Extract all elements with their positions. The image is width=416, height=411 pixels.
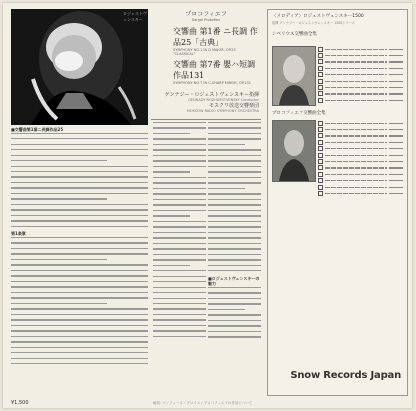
sibelius-portrait-image <box>273 47 315 105</box>
liner-line <box>11 264 148 265</box>
liner-line <box>11 281 148 282</box>
catalog-code <box>389 142 403 143</box>
work-title-2-en: SYMPHONY NO.7 IN C-SHARP MINOR, OP.131 <box>173 81 251 85</box>
liner-line <box>11 237 148 238</box>
orchestra-name-en: MOSCOW RADIO SYMPHONY ORCHESTRA <box>186 109 259 113</box>
liner-line <box>153 144 206 145</box>
liner-line <box>153 314 206 315</box>
checkbox-icon <box>318 47 323 52</box>
liner-line <box>11 325 148 326</box>
catalogue-section-prokofiev: プロコフィエフ交響曲全集 <box>272 111 326 116</box>
liner-line <box>11 363 148 364</box>
catalog-code <box>389 100 403 101</box>
track-line <box>325 55 387 56</box>
track-line <box>325 74 387 75</box>
liner-line <box>11 314 148 315</box>
liner-line <box>11 144 148 145</box>
liner-line <box>208 171 261 172</box>
checkbox-icon <box>318 146 323 151</box>
liner-line <box>153 330 206 331</box>
liner-line <box>153 259 206 260</box>
track-line <box>325 142 387 143</box>
checkbox-icon <box>318 172 323 177</box>
track-line <box>325 49 387 50</box>
liner-line <box>153 276 206 277</box>
liner-line <box>208 254 261 255</box>
sibelius-portrait <box>272 46 316 106</box>
liner-line <box>11 336 148 337</box>
catalog-code <box>389 155 403 156</box>
liner-line <box>153 149 206 150</box>
liner-line <box>11 308 148 309</box>
liner-line <box>153 155 206 156</box>
liner-line <box>208 248 261 249</box>
list-item[interactable] <box>318 190 403 196</box>
checkbox-icon <box>318 133 323 138</box>
liner-line <box>11 341 148 342</box>
liner-line <box>11 215 148 216</box>
liner-line <box>11 270 148 271</box>
liner-line <box>208 215 261 216</box>
sibelius-track-list <box>318 46 403 104</box>
liner-line <box>11 149 148 150</box>
liner-line <box>11 182 148 183</box>
liner-line <box>11 248 148 249</box>
track-line <box>325 68 387 69</box>
liner-line <box>153 254 206 255</box>
checkbox-icon <box>318 185 323 190</box>
checkbox-icon <box>318 53 323 58</box>
liner-line <box>153 133 190 134</box>
conductor-name-en: GENNADY ROZHDESTVENSKY Conductor <box>188 98 259 102</box>
liner-line <box>208 133 261 134</box>
liner-line <box>208 331 261 332</box>
checkbox-icon <box>318 191 323 196</box>
liner-line <box>208 127 261 128</box>
liner-line <box>208 243 261 244</box>
liner-line <box>11 275 148 276</box>
liner-line <box>11 220 148 221</box>
album-header <box>153 9 259 113</box>
liner-line <box>153 215 190 216</box>
liner-line <box>208 138 261 139</box>
liner-line <box>208 232 261 233</box>
liner-line <box>11 352 148 353</box>
liner-line <box>11 166 148 167</box>
liner-line <box>153 177 206 178</box>
liner-line <box>11 259 107 260</box>
liner-line <box>208 199 261 200</box>
track-line <box>325 155 387 156</box>
track-line <box>325 167 387 168</box>
track-line <box>325 193 387 194</box>
liner-line <box>153 182 206 183</box>
liner-line <box>11 133 148 134</box>
catalog-code <box>389 87 403 88</box>
fine-print: 解説: ナンフィーヌ・プロイス / プロコフィエフの作品について <box>153 401 253 405</box>
liner-line <box>153 232 206 233</box>
liner-line <box>11 242 148 243</box>
list-item[interactable] <box>318 97 403 103</box>
liner-line <box>11 198 107 199</box>
liner-line <box>153 210 206 211</box>
liner-line <box>11 358 148 359</box>
liner-line <box>208 193 261 194</box>
liner-line <box>11 253 148 254</box>
liner-line <box>208 144 245 145</box>
liner-line <box>208 182 261 183</box>
liner-line <box>153 138 206 139</box>
liner-line <box>208 204 261 205</box>
liner-line <box>153 265 190 266</box>
track-line <box>325 81 387 82</box>
liner-line <box>11 303 107 304</box>
liner-line <box>11 292 148 293</box>
catalog-code <box>389 61 403 62</box>
liner-line <box>11 297 148 298</box>
liner-line <box>11 138 148 139</box>
catalogue-panel <box>267 9 408 396</box>
liner-line <box>153 287 206 288</box>
prokofiev-track-list <box>318 120 403 197</box>
catalogue-subtitle: 指揮 ゲンナジー・ロジェストヴェンスキー 1500シリーズ <box>272 21 355 25</box>
liner-line <box>208 309 245 310</box>
liner-line <box>11 204 148 205</box>
liner-line <box>208 314 261 315</box>
liner-line <box>208 122 261 123</box>
prokofiev-portrait-image <box>273 121 315 181</box>
liner-line <box>153 221 206 222</box>
liner-line <box>11 160 107 161</box>
conductor-photo <box>11 9 148 125</box>
liner-line <box>153 171 190 172</box>
liner-line <box>208 270 261 271</box>
liner-line <box>153 308 206 309</box>
photo-caption: ロジェストヴェンスキー <box>123 11 147 22</box>
catalog-code <box>389 167 403 168</box>
catalogue-title: 〈メロディア〉ロジェストヴェンスキー1500 <box>272 14 364 19</box>
liner-line <box>208 221 261 222</box>
liner-line <box>153 281 206 282</box>
track-line <box>325 180 387 181</box>
checkbox-icon <box>318 59 323 64</box>
record-sleeve <box>3 3 412 408</box>
liner-line <box>208 160 261 161</box>
liner-line <box>208 188 245 189</box>
liner-line <box>153 243 206 244</box>
liner-line <box>153 160 206 161</box>
track-line <box>325 61 387 62</box>
liner-line <box>208 292 261 293</box>
track-line <box>325 129 387 130</box>
catalog-code <box>389 55 403 56</box>
catalog-code <box>389 135 403 136</box>
liner-line <box>153 193 206 194</box>
checkbox-icon <box>318 159 323 164</box>
liner-line <box>153 188 206 189</box>
liner-line <box>11 176 148 177</box>
liner-line <box>208 325 261 326</box>
liner-line <box>153 237 206 238</box>
liner-line <box>11 286 148 287</box>
liner-line <box>208 303 261 304</box>
work-title-1: 交響曲 第1番 ニ長調 作品25「古典」 <box>173 27 258 47</box>
liner-line <box>11 347 148 348</box>
track-line <box>325 135 387 136</box>
work-title-1-en: SYMPHONY NO.1 IN D MAJOR, OP.25 "CLASSICAL" <box>173 48 236 56</box>
liner-line <box>208 177 261 178</box>
composer-name-en: Sergei Prokofiev <box>191 18 221 22</box>
catalog-code <box>389 93 403 94</box>
liner-heading-1: ■交響曲第1番ニ長調作品25 <box>11 127 64 132</box>
liner-line <box>153 303 206 304</box>
catalog-code <box>389 81 403 82</box>
liner-line <box>153 325 206 326</box>
work-title-2: 交響曲 第7番 嬰ハ短調 作品131 <box>173 60 256 80</box>
catalog-code <box>389 74 403 75</box>
liner-line <box>208 287 261 288</box>
composer-name: プロコフィエフ <box>185 11 227 18</box>
liner-line <box>11 155 148 156</box>
track-line <box>325 161 387 162</box>
liner-column-1 <box>153 122 206 397</box>
catalog-code <box>389 123 403 124</box>
liner-heading-mvmt: 第1楽章 <box>11 231 26 237</box>
liner-column-2 <box>208 122 261 397</box>
track-line <box>325 93 387 94</box>
liner-line <box>11 226 148 227</box>
liner-line <box>208 149 261 150</box>
track-line <box>325 87 387 88</box>
catalog-code <box>389 193 403 194</box>
liner-line <box>208 237 261 238</box>
liner-line <box>208 155 261 156</box>
catalog-code <box>389 187 403 188</box>
liner-line <box>11 319 148 320</box>
price: ¥1,500 <box>11 400 29 406</box>
liner-line <box>153 204 206 205</box>
liner-line <box>153 270 206 271</box>
track-line <box>325 187 387 188</box>
watermark: Snow Records Japan <box>290 370 401 381</box>
liner-line <box>153 319 206 320</box>
liner-line <box>153 226 206 227</box>
liner-line <box>11 209 148 210</box>
header-divider <box>151 119 261 120</box>
liner-line <box>208 265 261 266</box>
liner-line <box>208 259 261 260</box>
liner-line <box>11 330 148 331</box>
catalog-code <box>389 68 403 69</box>
liner-text-left <box>11 127 148 397</box>
liner-line <box>153 292 206 293</box>
conductor-name: ゲンナジー・ロジェストヴェンスキー指揮 <box>164 92 259 98</box>
liner-line <box>208 298 261 299</box>
checkbox-icon <box>318 79 323 84</box>
catalog-code <box>389 49 403 50</box>
liner-line <box>11 187 148 188</box>
checkbox-icon <box>318 127 323 132</box>
track-line <box>325 148 387 149</box>
track-line <box>325 100 387 101</box>
track-line <box>325 123 387 124</box>
checkbox-icon <box>318 121 323 126</box>
liner-line <box>208 336 261 337</box>
track-line <box>325 174 387 175</box>
checkbox-icon <box>318 91 323 96</box>
liner-line <box>153 166 206 167</box>
liner-line <box>11 171 148 172</box>
checkbox-icon <box>318 165 323 170</box>
checkbox-icon <box>318 140 323 145</box>
liner-line <box>208 210 261 211</box>
liner-line <box>153 248 206 249</box>
catalogue-section-sibelius: シベリウス交響曲全集 <box>272 32 317 37</box>
liner-line <box>153 122 206 123</box>
liner-line <box>208 166 261 167</box>
checkbox-icon <box>318 66 323 71</box>
orchestra-name: モスクワ放送交響楽団 <box>208 103 259 109</box>
catalog-code <box>389 129 403 130</box>
checkbox-icon <box>318 72 323 77</box>
liner-line <box>11 193 148 194</box>
liner-line <box>153 336 206 337</box>
liner-line <box>208 320 261 321</box>
liner-line <box>153 199 206 200</box>
catalog-code <box>389 161 403 162</box>
checkbox-icon <box>318 178 323 183</box>
catalog-code <box>389 148 403 149</box>
liner-line <box>208 226 261 227</box>
catalog-code <box>389 180 403 181</box>
checkbox-icon <box>318 85 323 90</box>
catalog-code <box>389 174 403 175</box>
liner-line <box>153 127 206 128</box>
liner-line <box>153 298 206 299</box>
conductor-photo-image <box>11 9 148 125</box>
checkbox-icon <box>318 98 323 103</box>
liner-heading-ro: ■ロジェストヴェンスキーの魅力 <box>208 275 260 287</box>
checkbox-icon <box>318 153 323 158</box>
prokofiev-portrait <box>272 120 316 182</box>
